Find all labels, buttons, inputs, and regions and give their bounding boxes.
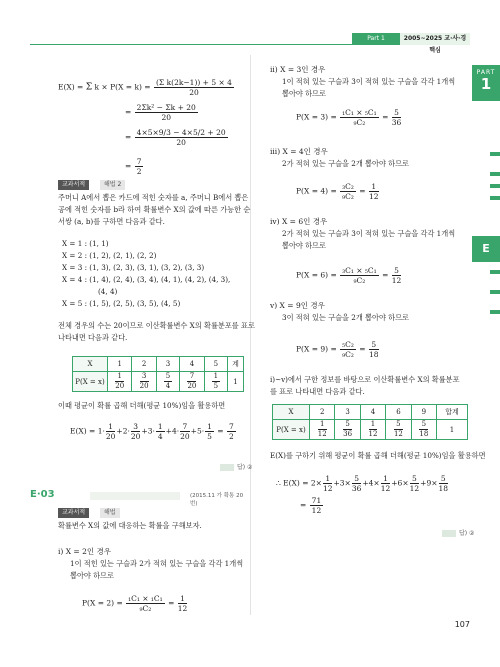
problem-bar — [90, 492, 180, 500]
table-cell: 4 — [360, 405, 385, 420]
table-cell: 1 — [437, 420, 468, 440]
probability-eq: P(X = 2) = $\frac{\text{₁C₁ × ₁C₁}}{\text{₉C₂}}$ = $\frac{1}{12}$ — [82, 594, 188, 613]
paragraph-line: 공에 적힌 숫자를 b라 하여 확률변수 X의 값에 따른 가능한 순 — [58, 205, 251, 214]
side-marker — [490, 152, 500, 156]
problem-source: (2015.11 가 확통 20번) — [190, 493, 244, 507]
method-tag: 교과서적 — [58, 180, 89, 190]
side-marker — [490, 270, 500, 274]
case-heading: v) X = 9인 경우 — [270, 301, 325, 310]
method-tag-sub: 해법 2 — [100, 180, 125, 190]
case-line: X = 4 : (1, 4), (2, 4), (3, 4), (4, 1), (4, 2), (4, 3), — [62, 275, 231, 284]
table-cell: $\frac{1}{5}$ — [204, 372, 227, 392]
paragraph-line: 주머니 A에서 뽑은 카드에 적힌 숫자를 a, 주머니 B에서 뽑은 — [58, 193, 249, 202]
side-marker — [490, 184, 500, 188]
paragraph-line: E(X)를 구하기 위해 평균이 확률 곱해 더해(평균 10%)임을 활용하면 — [270, 451, 486, 460]
paragraph-line: 나타내면 다음과 같다. — [58, 333, 128, 342]
side-marker — [490, 290, 500, 294]
paragraph-line: i)~v)에서 구한 정보를 바탕으로 이산확률변수 X의 확률분포 — [270, 375, 460, 384]
method-tag: 교과서적 — [58, 508, 89, 518]
problem-id: E·03 — [30, 489, 55, 500]
case-line: X = 1 : (1, 1) — [62, 239, 109, 248]
expectation-step-1: = $\frac{\text{2Σk² − Σk + 20}}{20}$ — [125, 103, 196, 122]
paragraph-line: 1이 적혀 있는 구슬과 3이 적혀 있는 구슬을 각각 1개씩 — [282, 77, 456, 86]
answer-mark: 답) ② — [442, 528, 474, 537]
table-cell: 2 — [310, 405, 335, 420]
paragraph-line: 이때 평균이 확률 곱해 더해(평균 10%)임을 활용하면 — [58, 401, 226, 410]
table-cell: 1 — [228, 372, 244, 392]
paragraph-line: 확률변수 X의 값에 대응하는 확률을 구해보자. — [58, 521, 202, 530]
table-cell: $\frac{5}{4}$ — [156, 372, 179, 392]
table-cell: $\frac{5}{12}$ — [386, 420, 411, 440]
answer-mark: 답) ② — [220, 462, 252, 471]
table-cell: $\frac{5}{18}$ — [411, 420, 436, 440]
table-cell: $\frac{1}{12}$ — [360, 420, 385, 440]
paragraph-line: 전체 경우의 수는 20이므로 이산확률변수 X의 확률분포를 표로 — [58, 321, 255, 330]
probability-eq: P(X = 9) = $\frac{\text{₅C₂}}{\text{₉C₂}}$ = $\frac{5}{18}$ — [296, 340, 379, 359]
table-cell: 3 — [156, 357, 179, 372]
side-marker — [490, 172, 500, 176]
case-line: X = 2 : (1, 2), (2, 1), (2, 2) — [62, 251, 157, 260]
table-cell: 2 — [132, 357, 156, 372]
problem-header — [30, 489, 245, 507]
part-tab — [472, 65, 500, 101]
header-title: 2005~2025 교·사·경 핵심 — [400, 33, 470, 45]
part-tab-number: 1 — [480, 75, 492, 93]
table-cell: 1 — [108, 357, 132, 372]
section-tab: E — [472, 236, 500, 262]
paragraph-line: 2가 적혀 있는 구슬과 3이 적혀 있는 구슬을 각각 1개씩 — [282, 229, 456, 238]
table-cell: $\frac{3}{20}$ — [132, 372, 156, 392]
table-cell: 4 — [180, 357, 204, 372]
case-heading: iii) X = 4인 경우 — [270, 147, 328, 156]
case-line: X = 5 : (1, 5), (2, 5), (3, 5), (4, 5) — [62, 299, 181, 308]
expectation-step-2: = $\frac{4\times 5\times 9/3 - 4\times 5/2 + 20}{20}$ — [125, 128, 226, 147]
table-cell: $\frac{7}{20}$ — [180, 372, 204, 392]
paragraph-line: 뽑아야 하므로 — [282, 89, 326, 98]
paragraph-line: 를 표로 나타내면 다음과 같다. — [270, 387, 365, 396]
table-header-x: X — [73, 357, 108, 372]
paragraph-line: 뽑아야 하므로 — [70, 571, 114, 580]
expectation-result: = $\frac{71}{12}$ — [300, 496, 322, 515]
paragraph-line: 뽑아야 하므로 — [282, 241, 326, 250]
paragraph-line: 3이 적혀 있는 구슬을 2개 뽑아야 하므로 — [282, 313, 410, 322]
paragraph-line: 2가 적혀 있는 구슬을 2개 뽑아야 하므로 — [282, 159, 410, 168]
table-cell: 9 — [411, 405, 436, 420]
probability-eq: P(X = 3) = $\frac{\text{₁C₁ × ₅C₁}}{\text{₉C₂}}$ = $\frac{5}{36}$ — [296, 108, 402, 127]
expectation-sum: ∴ E(X) = 2× $\frac{1}{12}$ +3× $\frac{5}{36}$ +4× $\frac{1}{12}$ +6× $\frac{5}{12}$ +9× $\frac{5}{18}$ — [276, 474, 449, 493]
table-cell: 합계 — [437, 405, 468, 420]
header-part-badge: Part 1 — [352, 33, 400, 45]
method-tag-sub: 해법 — [100, 508, 120, 518]
paragraph-line: 서쌍 (a, b)를 구하면 다음과 같다. — [58, 217, 165, 226]
distribution-table — [272, 404, 468, 440]
case-heading: iv) X = 6인 경우 — [270, 217, 328, 226]
table-header-x: X — [273, 405, 310, 420]
table-cell: 6 — [386, 405, 411, 420]
table-cell: $\frac{1}{12}$ — [310, 420, 335, 440]
table-cell: 3 — [335, 405, 360, 420]
table-header-p: P(X = x) — [73, 372, 108, 392]
paragraph-line: 1이 적힌 있는 구슬과 2가 적혀 있는 구슬을 각각 1개씩 — [70, 559, 244, 568]
expectation-result: = $\frac{7}{2}$ — [125, 157, 142, 176]
case-heading: i) X = 2인 경우 — [58, 547, 111, 556]
table-header-p: P(X = x) — [273, 420, 310, 440]
table-cell: $\frac{5}{36}$ — [335, 420, 360, 440]
side-marker — [490, 310, 500, 314]
column-divider — [250, 55, 251, 615]
table-cell: 계 — [228, 357, 244, 372]
probability-eq: P(X = 4) = $\frac{\text{₃C₂}}{\text{₉C₂}}$ = $\frac{1}{12}$ — [296, 182, 379, 201]
expectation-sum: E(X) = 1· $\frac{1}{20}$ +2· $\frac{3}{20}$ +3· $\frac{1}{4}$ +4· $\frac{7}{20}$ +5· $\frac{1}{5}$ = $\frac{7}{2}$ — [70, 422, 234, 441]
probability-eq: P(X = 6) = $\frac{\text{₃C₁ × ₅C₁}}{\text{₉C₂}}$ = $\frac{5}{12}$ — [296, 266, 402, 285]
part-tab-label: PART — [476, 69, 496, 76]
side-marker — [490, 196, 500, 200]
page-number: 107 — [454, 620, 470, 629]
case-line: (4, 4) — [98, 287, 118, 296]
table-cell: $\frac{1}{20}$ — [108, 372, 132, 392]
distribution-table — [72, 356, 244, 392]
table-cell: 5 — [204, 357, 227, 372]
expectation-formula: E(X) = Σ k × P(X = k) = $\frac{\text{(Σ k(2k−1)) + 5 × 4}}{20}$ — [58, 78, 232, 97]
case-heading: ii) X = 3인 경우 — [270, 65, 326, 74]
case-line: X = 3 : (1, 3), (2, 3), (3, 1), (3, 2), (3, 3) — [62, 263, 205, 272]
